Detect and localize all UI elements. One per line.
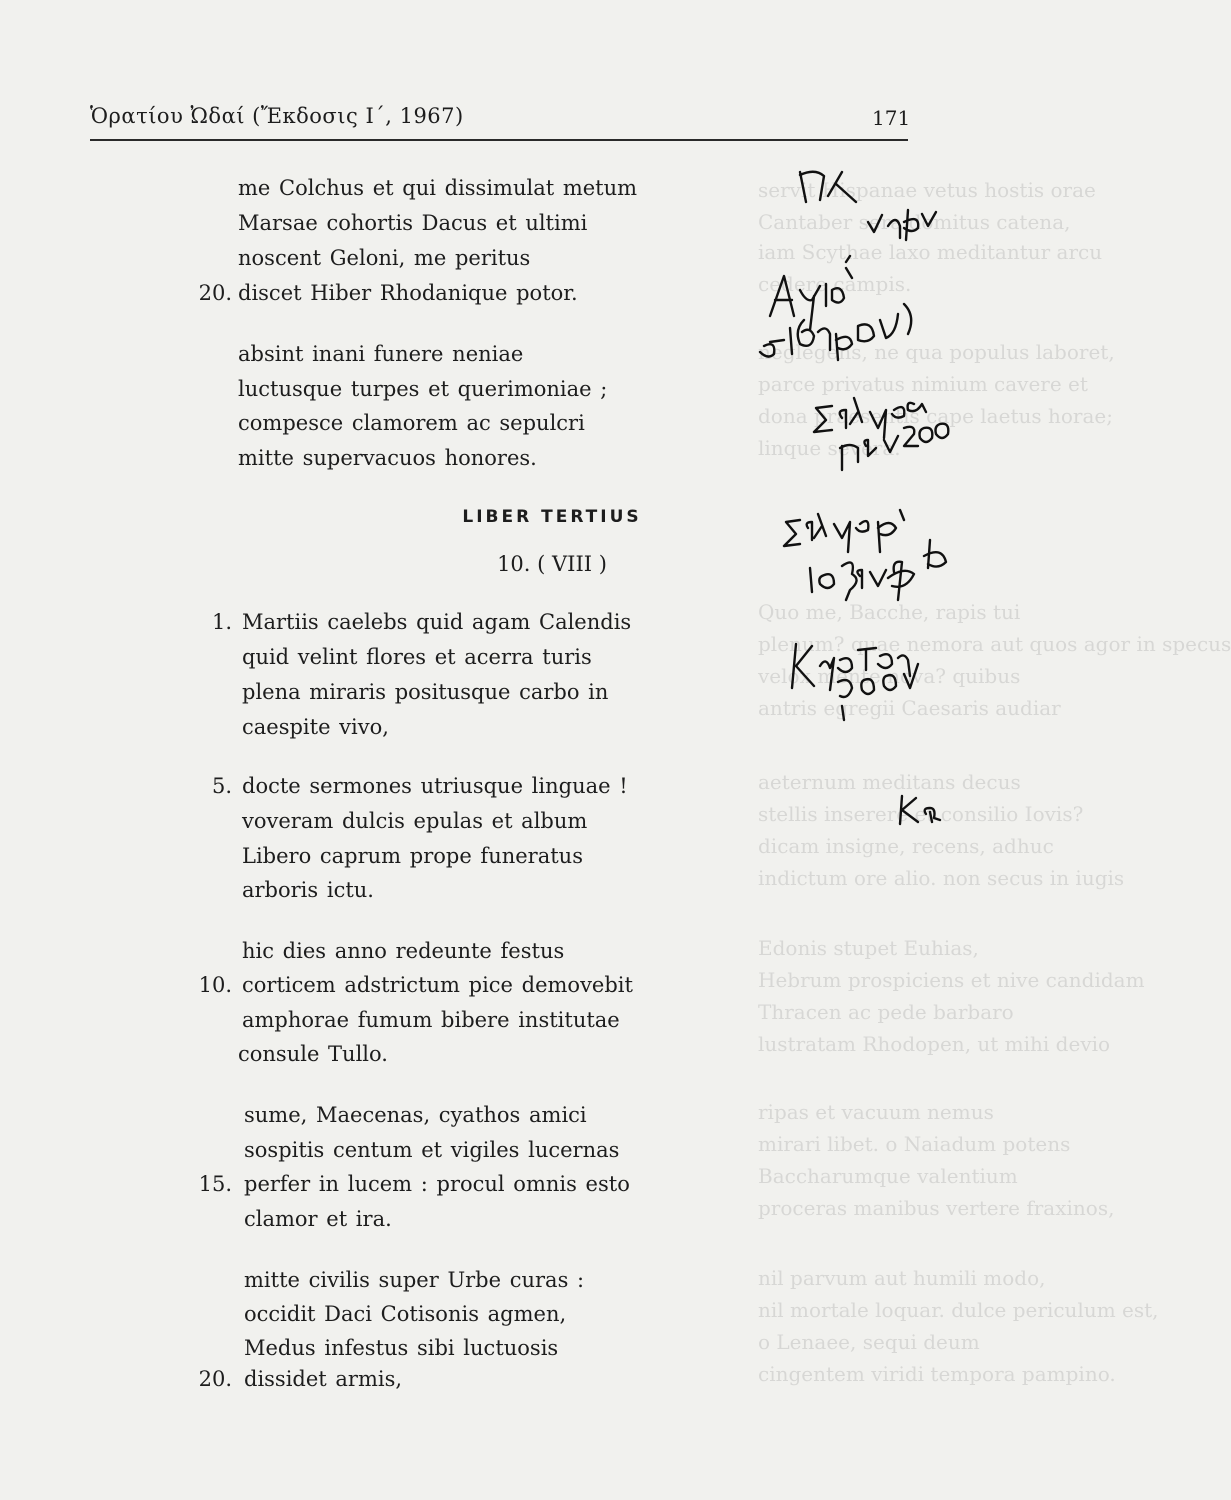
verse-line: arboris ictu.: [242, 878, 374, 902]
verse-line: docte sermones utriusque linguae !: [242, 774, 628, 798]
verse-line: clamor et ira.: [244, 1207, 392, 1231]
verse-line: dissidet armis,: [244, 1367, 403, 1391]
verse-line: sospitis centum et vigiles lucernas: [244, 1138, 620, 1162]
verse-line: plena miraris positusque carbo in: [242, 680, 609, 704]
verse-line: Medus infestus sibi luctuosis: [244, 1336, 559, 1360]
verse-line: corticem adstrictum pice demovebit: [242, 973, 633, 997]
verse-line: perfer in lucem : procul omnis esto: [244, 1172, 630, 1196]
verse-line: compesce clamorem ac sepulcri: [238, 411, 585, 435]
verse-line: hic dies anno redeunte festus: [242, 939, 565, 963]
running-header-title: Ὁρατίου Ὠδαί (Ἔκδοσις Ι΄, 1967): [90, 104, 464, 128]
bleed-through-text: servit Hispanae vetus hostis orae Cantaber sera domitus catena, iam Scythae laxo meditantur arcu cedere campis. neglegens, ne qua populus laboret, parce privatus nimium cavere et dona praesentis cape laetus horae; linque severa. Quo me, Bacche, rapis tui plenum? quae nemora aut quos agor in specus velox mente nova? quibus antris egregii Caesaris audiar aeternum meditans decus stellis inserere et consilio Iovis? dicam insigne, recens, adhuc indictum ore alio. non secus in iugis Edonis stupet Euhias, Hebrum prospiciens et nive candidam Thracen ac pede barbaro lustratam Rhodopen, ut mihi devio ripas et vacuum nemus mirari libet. o Naiadum potens Baccharumque valentium proceras manibus vertere fraxinos, nil parvum aut humili modo, nil mortale loquar. dulce periculum est, o Lenaee, sequi deum cingentem viridi tempora pampino.: [758, 178, 1231, 1386]
verse-line: sume, Maecenas, cyathos amici: [244, 1103, 587, 1127]
verse-line: mitte civilis super Urbe curas :: [244, 1268, 585, 1292]
verse-line: Martiis caelebs quid agam Calendis: [242, 610, 632, 634]
verse-line: amphorae fumum bibere institutae: [242, 1008, 620, 1032]
verse-line: caespite vivo,: [242, 715, 389, 739]
verse-line: consule Tullo.: [238, 1042, 388, 1066]
verse-line: mitte supervacuos honores.: [238, 446, 537, 470]
verse-line: Marsae cohortis Dacus et ultimi: [238, 211, 588, 235]
line-number: 10.: [198, 973, 232, 997]
verse-line: voveram dulcis epulas et album: [242, 809, 588, 833]
line-number: 15.: [198, 1172, 232, 1196]
verse-line: noscent Geloni, me peritus: [238, 246, 531, 270]
verse-line: quid velint flores et acerra turis: [242, 645, 592, 669]
line-number: 20.: [198, 1367, 232, 1391]
verse-line: me Colchus et qui dissimulat metum: [238, 176, 638, 200]
verse-line: absint inani funere neniae: [238, 342, 524, 366]
verse-line: luctusque turpes et querimoniae ;: [238, 377, 608, 401]
line-number: 1.: [211, 610, 232, 634]
page-number: 171: [872, 106, 911, 130]
line-number: 20.: [198, 281, 232, 305]
verse-line: Libero caprum prope funeratus: [242, 844, 583, 868]
ode-title: 10. ( VIII ): [497, 552, 607, 576]
verse-line: occidit Daci Cotisonis agmen,: [244, 1302, 567, 1326]
line-number: 5.: [211, 774, 232, 798]
book-title: LIBER TERTIUS: [462, 507, 642, 527]
verse-line: discet Hiber Rhodanique potor.: [238, 281, 578, 305]
